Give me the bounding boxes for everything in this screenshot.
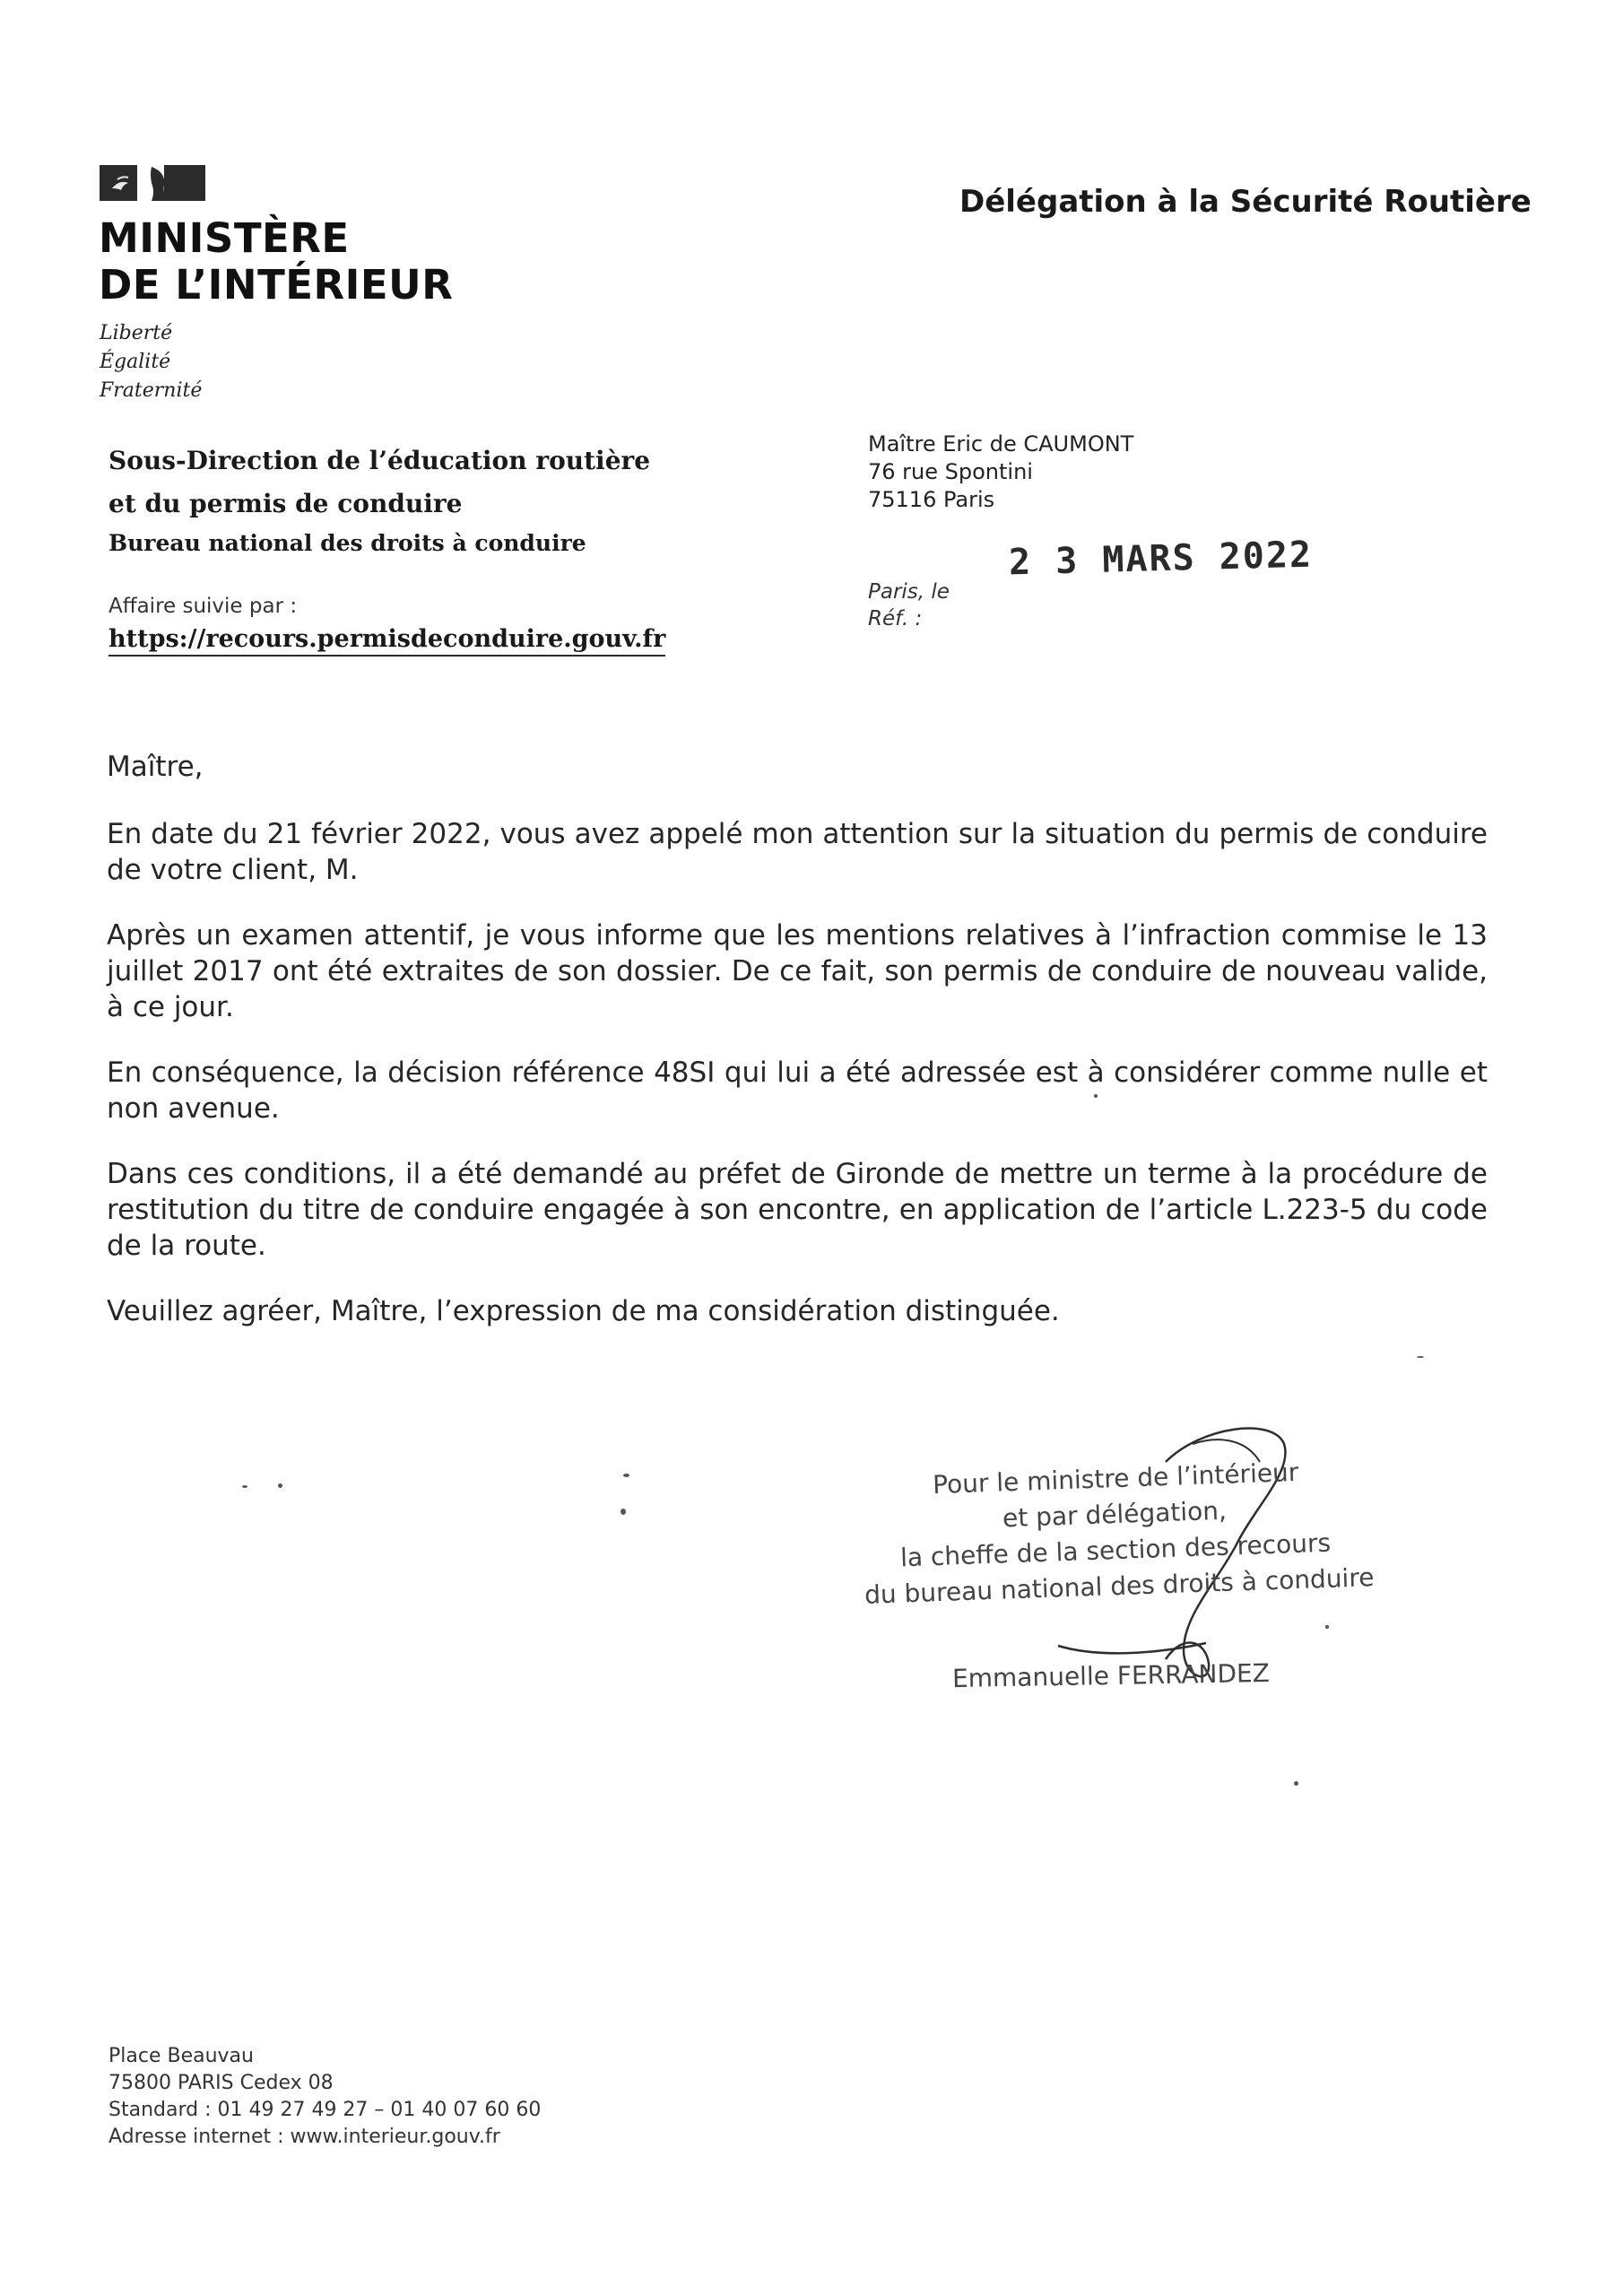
service-line-3: Bureau national des droits à conduire — [108, 530, 586, 556]
service-line-1: Sous-Direction de l’éducation routière — [108, 446, 651, 475]
scan-speck — [623, 1474, 629, 1477]
ministry-line-1: MINISTÈRE — [99, 214, 350, 262]
signature-line-4: du bureau national des droits à conduire — [864, 1562, 1375, 1610]
signature-line-2: et par délégation, — [1002, 1495, 1228, 1534]
scan-speck — [1417, 1356, 1424, 1358]
place-label: Paris, le — [868, 580, 950, 604]
ministry-line-2: DE L’INTÉRIEUR — [99, 261, 454, 309]
service-line-2: et du permis de conduire — [108, 489, 463, 518]
scan-speck — [621, 1509, 626, 1515]
footer-phone: Standard : 01 49 27 49 27 – 01 40 07 60 60 — [108, 2099, 542, 2121]
ministry-name — [99, 215, 453, 309]
date-stamp: 2 3 MARS 2022 — [1008, 534, 1314, 584]
paragraph-4: Dans ces conditions, il a été demandé au préfet de Gironde de mettre un terme à la procédure de restitution du titre de conduire engagée à son encontre, en application de l’article L.223-5 du code de la route. — [107, 1158, 1488, 1262]
paragraph-1: En date du 21 février 2022, vous avez appelé mon attention sur la situation du permis de conduire de votre client, M. — [107, 818, 1488, 886]
scan-speck — [1094, 1094, 1098, 1098]
motto-egalite: Égalité — [100, 351, 171, 373]
salutation: Maître, — [107, 751, 204, 783]
scan-speck — [278, 1483, 282, 1488]
footer-line-1: Place Beauvau — [108, 2045, 254, 2067]
place-date — [868, 578, 950, 632]
motto — [100, 319, 202, 405]
recours-link[interactable]: https://recours.permisdeconduire.gouv.fr — [108, 625, 665, 657]
signature-block — [861, 1453, 1399, 1704]
service-block — [108, 439, 650, 561]
delegation-title: Délégation à la Sécurité Routière — [959, 184, 1532, 220]
recipient-name: Maître Eric de CAUMONT — [868, 431, 1134, 457]
signatory-name: Emmanuelle FERRANDEZ — [951, 1657, 1271, 1694]
motto-fraternite: Fraternité — [100, 379, 203, 402]
signature-line-3: la cheffe de la section des recours — [899, 1527, 1332, 1573]
motto-liberte: Liberté — [100, 322, 173, 344]
paragraph-3: En conséquence, la décision référence 48SI qui lui a été adressée est à considérer comme nulle et non avenue. — [107, 1057, 1488, 1125]
recipient-street: 76 rue Spontini — [868, 459, 1033, 484]
footer-line-2: 75800 PARIS Cedex 08 — [108, 2072, 334, 2094]
ref-label: Réf. : — [868, 607, 923, 631]
affaire-label: Affaire suivie par : — [108, 595, 298, 618]
recipient-address — [868, 430, 1133, 514]
signature-line-1: Pour le ministre de l’intérieur — [932, 1457, 1299, 1500]
paragraph-2: Après un examen attentif, je vous informe que les mentions relatives à l’infraction commise le 13 juillet 2017 ont été extraites de son dossier. De ce fait, son permis de conduire de nouveau valide, à ce jour. — [107, 919, 1488, 1023]
recipient-city: 75116 Paris — [868, 487, 995, 512]
footer-address — [108, 2043, 541, 2151]
scan-speck — [242, 1485, 247, 1488]
paragraph-5: Veuillez agréer, Maître, l’expression de ma considération distinguée. — [107, 1295, 1060, 1327]
marianne-logo-icon — [100, 163, 205, 203]
scan-speck — [1294, 1781, 1298, 1786]
letter-body — [107, 749, 1488, 1359]
scan-speck — [1325, 1625, 1329, 1629]
footer-website: Adresse internet : www.interieur.gouv.fr — [108, 2126, 500, 2148]
